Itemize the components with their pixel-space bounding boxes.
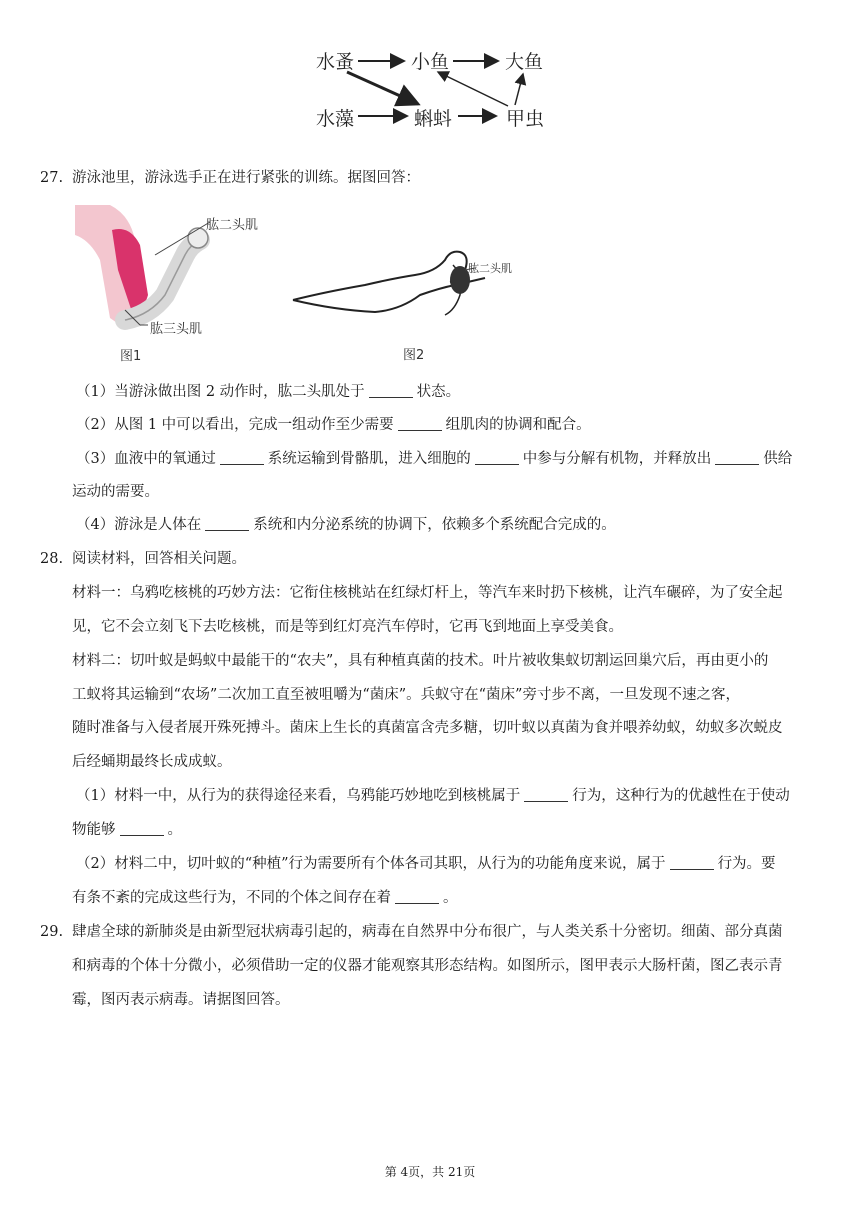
q28-sub1-text-a: （1）材料一中，从行为的获得途径来看，乌鸦能巧妙地吃到核桃属于 <box>76 788 521 804</box>
fig1-label-biceps: 肱二头肌 <box>206 218 259 233</box>
q27-sub2-text-a: （2）从图 1 中可以看出，完成一组动作至少需要 <box>76 417 394 433</box>
node-big-fish: 大鱼 <box>505 51 544 73</box>
q27-sub4-text-b: 系统和内分泌系统的协调下，依赖多个系统配合完成的。 <box>253 517 616 533</box>
fig2-caption: 图2 <box>403 348 425 363</box>
q29-line3: 霉，图丙表示病毒。请据图回答。 <box>72 992 290 1008</box>
q27-sub4 <box>76 515 616 535</box>
answer-blank[interactable] <box>369 383 413 398</box>
q27-sub3-text-b: 系统运输到骨骼肌，进入细胞的 <box>267 451 471 467</box>
q28-stem: 阅读材料，回答相关问题。 <box>72 551 246 567</box>
node-tadpole: 蝌蚪 <box>414 108 453 130</box>
q27-sub3-cont: 运动的需要。 <box>72 484 159 500</box>
q28-sub2-text-c: 有条不紊的完成这些行为，不同的个体之间存在着 <box>72 890 391 906</box>
q27-sub3-text-c: 中参与分解有机物，并释放出 <box>522 451 712 467</box>
q27-number: 27. <box>40 170 64 186</box>
q28-sub2-text-a: （2）材料二中，切叶蚁的“种植”行为需要所有个体各司其职，从行为的功能角度来说，属于 <box>76 856 666 872</box>
q28-material1-line1: 材料一：乌鸦吃核桃的巧妙方法：它衔住核桃站在红绿灯杆上，等汽车来时扔下核桃，让汽车碾碎，为了安全起 <box>72 585 783 601</box>
q27-sub2 <box>76 415 591 435</box>
q28-sub2 <box>76 854 776 874</box>
figure-1-arm-muscles <box>70 200 270 365</box>
answer-blank[interactable] <box>220 450 264 465</box>
q28-sub1-text-b: 行为，这种行为的优越性在于使动 <box>572 788 790 804</box>
q29-number: 29. <box>40 924 64 940</box>
answer-blank[interactable] <box>475 450 519 465</box>
fig2-label-biceps: 肱二头肌 <box>468 262 512 275</box>
answer-blank[interactable] <box>398 416 442 431</box>
q28-number: 28. <box>40 551 64 567</box>
q27-sub1-text-a: （1）当游泳做出图 2 动作时，肱二头肌处于 <box>76 384 365 400</box>
q27-stem: 游泳池里，游泳选手正在进行紧张的训练。据图回答： <box>72 170 420 186</box>
answer-blank[interactable] <box>395 889 439 904</box>
q28-sub1-cont <box>72 820 182 840</box>
answer-blank[interactable] <box>524 787 568 802</box>
q29-line1: 肆虐全球的新肺炎是由新型冠状病毒引起的，病毒在自然界中分布很广，与人类关系十分密切。细菌、部分真菌 <box>72 924 783 940</box>
q28-material1-line2: 见，它不会立刻飞下去吃核桃，而是等到红灯亮汽车停时，它再飞到地面上享受美食。 <box>72 619 623 635</box>
fig1-label-triceps: 肱三头肌 <box>150 322 203 337</box>
answer-blank[interactable] <box>715 450 759 465</box>
q28-sub2-cont <box>72 888 458 908</box>
q27-sub1 <box>76 382 460 402</box>
q28-sub1-text-c: 物能够 <box>72 822 116 838</box>
q27-sub2-text-b: 组肌肉的协调和配合。 <box>445 417 591 433</box>
q28-material2-line4: 后经蛹期最终长成成蚁。 <box>72 754 232 770</box>
node-water-flea: 水蚤 <box>316 51 355 73</box>
q28-sub1-text-d: 。 <box>167 822 182 838</box>
q28-sub2-text-b: 行为。要 <box>717 856 776 872</box>
q28-sub1 <box>76 786 790 806</box>
page-footer: 第 4页，共 21页 <box>384 1165 476 1179</box>
q28-material2-line1: 材料二：切叶蚁是蚂蚁中最能干的“农夫”，具有种植真菌的技术。叶片被收集蚁切割运回巢穴后，再由更小的 <box>72 653 769 669</box>
q27-sub3 <box>76 449 792 469</box>
q27-sub3-text-d: 供给 <box>763 451 793 467</box>
q28-sub2-text-d: 。 <box>443 890 458 906</box>
q27-sub4-text-a: （4）游泳是人体在 <box>76 517 202 533</box>
node-small-fish: 小鱼 <box>411 51 450 73</box>
node-beetle: 甲虫 <box>506 108 545 130</box>
q28-material2-line3: 随时准备与入侵者展开殊死搏斗。菌床上生长的真菌富含壳多糖，切叶蚁以真菌为食并喂养幼蚁，幼蚁多次蜕皮 <box>72 720 783 736</box>
fig1-caption: 图1 <box>120 349 142 364</box>
food-web-diagram <box>300 32 560 132</box>
q28-material2-line2: 工蚁将其运输到“农场”二次加工直至被咀嚼为“菌床”。兵蚁守在“菌床”旁寸步不离，一旦发现不速之客， <box>72 687 740 703</box>
node-algae: 水藻 <box>316 108 355 130</box>
q27-sub1-text-b: 状态。 <box>416 384 461 400</box>
answer-blank[interactable] <box>120 821 164 836</box>
figure-2-swimmer <box>285 240 525 365</box>
answer-blank[interactable] <box>670 855 714 870</box>
q27-sub3-text-a: （3）血液中的氧通过 <box>76 451 216 467</box>
answer-blank[interactable] <box>205 516 249 531</box>
q29-line2: 和病毒的个体十分微小，必须借助一定的仪器才能观察其形态结构。如图所示，图甲表示大肠杆菌，图乙表示青 <box>72 958 783 974</box>
